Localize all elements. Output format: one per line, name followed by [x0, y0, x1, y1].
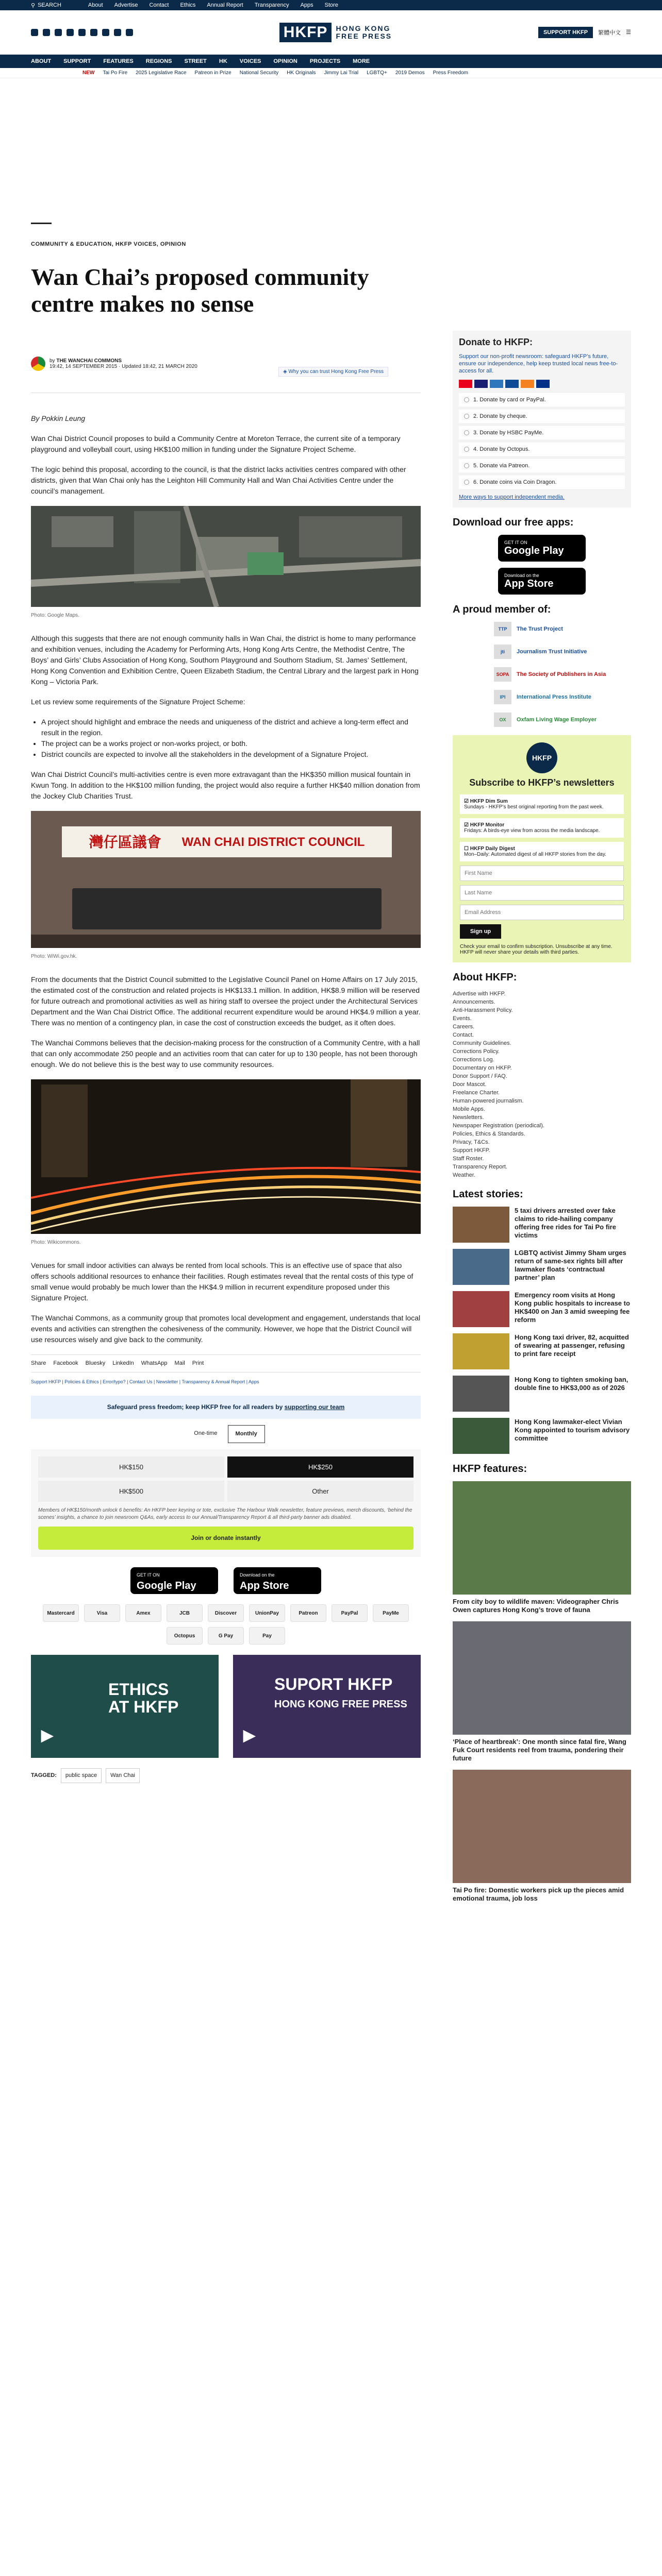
email-field[interactable]: [460, 905, 624, 920]
list-item: • The project can be a works project or non-works project, or both.: [41, 738, 421, 749]
tags-label: TAGGED:: [31, 1772, 57, 1778]
member-ipi[interactable]: IPI International Press Institute: [494, 690, 631, 704]
more-ways-link[interactable]: More ways to support independent media.: [459, 494, 565, 500]
logo-text: HONG KONG FREE PRESS: [336, 24, 392, 40]
trending-item[interactable]: LGBTQ+: [367, 70, 387, 76]
about-link[interactable]: Transparency Report.: [453, 1164, 507, 1170]
newsletter-widget: [453, 735, 631, 962]
discover-icon: Discover: [208, 1604, 244, 1622]
nav-item[interactable]: VOICES: [239, 58, 261, 64]
latest-story[interactable]: Hong Kong to tighten smoking ban, double fine to HK$3,000 as of 2026: [453, 1376, 631, 1412]
share-bar: [31, 1354, 421, 1372]
council-meeting-photo: [31, 811, 421, 948]
trending-label: NEW: [82, 70, 95, 76]
byline: by THE WANCHAI COMMONS 19:42, 14 SEPTEMBER 2015 · Updated 18:42, 21 MARCH 2020: [31, 357, 197, 371]
story-thumbnail: [453, 1376, 509, 1412]
video-ethics[interactable]: ETHICS AT HKFP ▶: [31, 1655, 219, 1758]
octopus-icon: Octopus: [167, 1627, 203, 1645]
linkedin-icon[interactable]: [90, 29, 97, 36]
whatsapp-icon[interactable]: [102, 29, 109, 36]
feature-story[interactable]: From city boy to wildlife maven: Videographer Chris Owen captures Hong Kong’s trove of fauna: [453, 1481, 631, 1614]
author-link[interactable]: THE WANCHAI COMMONS: [56, 358, 122, 364]
publish-date: 19:42, 14 SEPTEMBER 2015 · Updated 18:42, 21 MARCH 2020: [49, 364, 197, 369]
about-link[interactable]: Newsletters.: [453, 1114, 484, 1121]
member-sopa[interactable]: SOPA The Society of Publishers in Asia: [494, 667, 631, 682]
donation-box: [31, 1449, 421, 1557]
members-heading: A proud member of:: [453, 604, 551, 615]
mastercard-icon: [459, 380, 472, 388]
about-link[interactable]: Announcements.: [453, 999, 495, 1005]
payment-icons: [31, 1604, 421, 1645]
top-bar: [0, 0, 662, 10]
nav-item[interactable]: ABOUT: [31, 58, 52, 64]
about-link[interactable]: Newspaper Registration (periodical).: [453, 1123, 544, 1129]
article-kicker[interactable]: COMMUNITY & EDUCATION, HKFP VOICES, OPINION: [31, 241, 186, 247]
floor: [31, 935, 421, 948]
app-store-button[interactable]: Download on the App Store: [234, 1567, 321, 1594]
about-heading: About HKFP:: [453, 972, 517, 983]
apple-pay-icon: Pay: [249, 1627, 285, 1645]
share-print[interactable]: Print: [192, 1360, 204, 1366]
sidebar: [453, 331, 631, 1903]
about-link[interactable]: Mobile Apps.: [453, 1106, 485, 1112]
share-facebook[interactable]: Facebook: [53, 1360, 78, 1366]
trending-bar: [0, 68, 662, 78]
about-link[interactable]: Corrections Log.: [453, 1057, 494, 1063]
about-link[interactable]: Documentary on HKFP.: [453, 1065, 512, 1071]
tab-one-time[interactable]: One-time: [194, 1430, 218, 1436]
about-link[interactable]: Careers.: [453, 1024, 475, 1030]
top-link[interactable]: Apps: [300, 2, 313, 8]
apps-heading: Download our free apps:: [453, 517, 574, 528]
story-thumbnail: [453, 1418, 509, 1454]
top-link[interactable]: Advertise: [114, 2, 138, 8]
latest-story[interactable]: Hong Kong taxi driver, 82, acquitted of swearing at passenger, refusing to print fare receipt: [453, 1333, 631, 1369]
site-logo[interactable]: [279, 23, 392, 42]
jcb-icon: [505, 380, 519, 388]
discover-icon: [521, 380, 534, 388]
trending-item[interactable]: Jimmy Lai Trial: [324, 70, 359, 76]
amount-option[interactable]: HK$500: [38, 1481, 224, 1502]
trending-item[interactable]: HK Originals: [287, 70, 316, 76]
footer-links[interactable]: Support HKFP | Policies & Ethics | Error/typo? | Contact Us | Newsletter | Transparency & Annual Report | Apps: [31, 1379, 259, 1384]
play-icon: ▶: [41, 1727, 54, 1744]
paragraph: The logic behind this proposal, according to the council, is that the district lacks activities centres compared with other districts, given that Wan Chai only has the Leighton Hill Community Hall and Wan Chai Activities Centre under the council’s management.: [31, 465, 406, 495]
share-whatsapp[interactable]: WhatsApp: [141, 1360, 168, 1366]
paypal-icon: [536, 380, 550, 388]
traffic-light-trails: [31, 1079, 421, 1234]
paragraph: Although this suggests that there are not enough community halls in Wan Chai, the district is home to many performance and exhibition venues, including the Academy for Performing Arts, Hong Kong Arts Centre, the Methodist Centre, The Boys’ and Girls’ Clubs Association of Hong Kong, Southorn Playground and Southorn Stadium, St. James’ Settlement, Hong Kong Convention and Exhibition Centre, Queen Elizabeth Stadium, the Central Library and the largest park in Hong Kong – Victoria Park.: [31, 634, 419, 686]
about-link[interactable]: Support HKFP.: [453, 1147, 490, 1154]
amount-option[interactable]: Other: [227, 1481, 413, 1502]
trending-item[interactable]: Press Freedom: [433, 70, 468, 76]
author-line: By Pokkin Leung: [31, 414, 86, 422]
paragraph: The Wanchai Commons believes that the decision-making process for the construction of a Community Centre, with a hall that can only accommodate 250 people and an activities room that can cater for up to 130 people, has not been thorough enough. We do not believe this is the best way to use community resources.: [31, 1039, 420, 1069]
latest-story[interactable]: 5 taxi drivers arrested over fake claims to ride-hailing company offering free rides for Tai Po fire victims: [453, 1207, 631, 1243]
email-icon[interactable]: [114, 29, 121, 36]
amex-icon: Amex: [125, 1604, 161, 1622]
map-image: [31, 506, 421, 607]
about-link[interactable]: Weather.: [453, 1172, 475, 1178]
jcb-icon: JCB: [167, 1604, 203, 1622]
trending-item[interactable]: Tai Po Fire: [103, 70, 128, 76]
tags: [31, 1768, 421, 1783]
share-linkedin[interactable]: LinkedIn: [112, 1360, 134, 1366]
share-label: Share: [31, 1360, 46, 1366]
payme-icon: PayMe: [373, 1604, 409, 1622]
article-body: [31, 413, 421, 1783]
sign-up-button[interactable]: Sign up: [460, 924, 501, 939]
feature-image: [453, 1621, 631, 1735]
list-item: • District councils are expected to involve all the stakeholders in the development of a Signature Project.: [41, 749, 421, 760]
feature-image: [453, 1481, 631, 1595]
support-banner: Safeguard press freedom; keep HKFP free for all readers by supporting our team: [31, 1396, 421, 1419]
divider: [31, 223, 52, 224]
newsletter-option[interactable]: ☑ HKFP Dim Sum Sundays - HKFP’s best original reporting from the past week.: [460, 794, 624, 814]
app-store-button[interactable]: Download on the App Store: [498, 568, 586, 595]
last-name-field[interactable]: [460, 885, 624, 901]
donate-option[interactable]: 5. Donate via Patreon.: [459, 459, 625, 472]
rss-icon[interactable]: [126, 29, 133, 36]
paragraph: From the documents that the District Council submitted to the Legislative Council Panel on Home Affairs on 17 July 2015, the estimated cost of the construction and related projects is HK$133.1 million. In addition, HK$8.9 million will be reserved for future outreach and promotional activities as well as hiring staff to oversee the project under the Architectural Services Department and the Wan Chai District Office. The additional recurrent expenditure would be around HK$4.9 million a year. There was no mention of a contingency plan, in case the cost of construction exceeds the budget, as it often does.: [31, 975, 421, 1027]
logo-mark: HKFP: [279, 23, 332, 42]
top-link[interactable]: Annual Report: [207, 2, 243, 8]
latest-heading: Latest stories:: [453, 1189, 523, 1200]
search-button[interactable]: ⚲ SEARCH: [31, 2, 61, 9]
author-avatar: [31, 357, 45, 371]
visa-icon: [474, 380, 488, 388]
aerial-map-graphic: [31, 506, 421, 607]
language-link[interactable]: 繁體中文: [598, 29, 621, 36]
member-trust-project[interactable]: TTP The Trust Project: [494, 622, 631, 636]
share-mail[interactable]: Mail: [174, 1360, 185, 1366]
newsletter-option[interactable]: ☑ HKFP Monitor Fridays: A birds-eye view from across the media landscape.: [460, 818, 624, 838]
nav-item[interactable]: FEATURES: [103, 58, 134, 64]
frequency-tabs: [31, 1425, 421, 1443]
amount-option[interactable]: HK$150: [38, 1456, 224, 1478]
tab-monthly[interactable]: Monthly: [228, 1425, 265, 1443]
search-icon: ⚲: [31, 2, 36, 9]
top-link[interactable]: Contact: [149, 2, 169, 8]
facebook-icon[interactable]: [31, 29, 38, 36]
paragraph: Let us review some requirements of the Signature Project Scheme:: [31, 698, 245, 706]
nav-item[interactable]: REGIONS: [145, 58, 172, 64]
support-button[interactable]: SUPPORT HKFP: [538, 27, 593, 38]
google-play-button[interactable]: GET IT ON Google Play: [130, 1567, 218, 1594]
hkfp-badge: HKFP: [526, 742, 557, 773]
x-icon[interactable]: [43, 29, 50, 36]
amount-options: [38, 1456, 413, 1502]
paragraph: Venues for small indoor activities can always be rented from local schools. This is an effective use of space that also offers schools additional resources to enhance their facilities. Rough estimates reveal that the rental costs of this type of small venue would probably be much lower than the HK$4.9 million in recurrent expenditure proposed under this Signature Project.: [31, 1261, 413, 1302]
social-links: [31, 29, 133, 36]
about-list: [453, 990, 631, 1179]
feature-story[interactable]: Tai Po fire: Domestic workers pick up the pieces amid emotional trauma, job loss: [453, 1770, 631, 1903]
latest-story[interactable]: Emergency room visits at Hong Kong public hospitals to increase to HK$400 on Jan 3 amid sweeping fee reform: [453, 1291, 631, 1327]
instagram-icon[interactable]: [55, 29, 62, 36]
trending-item[interactable]: National Security: [239, 70, 279, 76]
menu-icon[interactable]: ☰: [626, 29, 631, 36]
about-link[interactable]: Privacy, T&Cs.: [453, 1139, 490, 1145]
video-row: [31, 1655, 421, 1758]
story-thumbnail: [453, 1333, 509, 1369]
caption: Photo: Google Maps.: [31, 613, 79, 618]
story-thumbnail: [453, 1207, 509, 1243]
council-sign: 灣仔區議會 WAN CHAI DISTRICT COUNCIL: [62, 826, 392, 857]
first-name-field[interactable]: [460, 866, 624, 881]
about-link[interactable]: Community Guidelines.: [453, 1040, 511, 1046]
about-link[interactable]: Contact.: [453, 1032, 474, 1038]
donate-option[interactable]: 6. Donate coins via Coin Dragon.: [459, 476, 625, 489]
paypal-icon: PayPal: [332, 1604, 368, 1622]
latest-story[interactable]: Hong Kong lawmaker-elect Vivian Kong appointed to tourism advisory committee: [453, 1418, 631, 1454]
feature-image: [453, 1770, 631, 1883]
newsletter-note: Check your email to confirm subscription. Unsubscribe at any time. HKFP will never share your details with third parties.: [460, 944, 613, 955]
patreon-icon: Patreon: [290, 1604, 326, 1622]
support-link[interactable]: supporting our team: [284, 1403, 345, 1411]
member-jti[interactable]: jti Journalism Trust Initiative: [494, 645, 631, 659]
newsletter-option[interactable]: ☐ HKFP Daily Digest Mon–Daily: Automated digest of all HKFP stories from the day.: [460, 842, 624, 861]
nav-item[interactable]: STREET: [184, 58, 207, 64]
story-thumbnail: [453, 1291, 509, 1327]
shield-icon: ◈: [283, 369, 289, 375]
list-item: • A project should highlight and embrace the needs and uniqueness of the district and achieve a long-term effect and result in the region.: [41, 717, 421, 738]
feature-story[interactable]: ‘Place of heartbreak’: One month since fatal fire, Wang Fuk Court residents reel from trauma, pondering their future: [453, 1621, 631, 1762]
trending-item[interactable]: 2019 Demos: [395, 70, 425, 76]
google-play-button[interactable]: GET IT ON Google Play: [498, 535, 586, 562]
newsletter-title: Subscribe to HKFP’s newsletters: [469, 777, 615, 788]
play-icon: ▶: [243, 1727, 256, 1744]
main-nav: [0, 55, 662, 68]
visa-icon: Visa: [84, 1604, 120, 1622]
features-heading: HKFP features:: [453, 1463, 527, 1475]
tag[interactable]: public space: [61, 1768, 102, 1783]
donate-option[interactable]: 4. Donate by Octopus.: [459, 443, 625, 456]
card-icons: [459, 380, 625, 388]
trust-link[interactable]: ◈ Why you can trust Hong Kong Free Press: [278, 367, 388, 377]
video-support[interactable]: SUPORT HKFP HONG KONG FREE PRESS ▶: [233, 1655, 421, 1758]
night-traffic-photo: [31, 1079, 421, 1234]
member-oxfam[interactable]: OX Oxfam Living Wage Employer: [494, 713, 631, 727]
about-link[interactable]: Events.: [453, 1015, 472, 1022]
trending-item[interactable]: 2025 Legislative Race: [136, 70, 187, 76]
nav-item[interactable]: SUPPORT: [63, 58, 91, 64]
latest-story[interactable]: LGBTQ activist Jimmy Sham urges return of same-sex rights bill after lawmaker floats ‘contractual partner’ plan: [453, 1249, 631, 1285]
member-benefits: Members of HK$150/month unlock 6 benefits: An HKFP beer keyring or tote, exclusive The Harbour Walk newsletter, feature previews, merch discounts, ‘behind the scenes’ insights, a chance to join newsroom Q&As, early access to our Annual/Transparency Report & all third-party banner ads disabled.: [38, 1507, 412, 1520]
paragraph: Wan Chai District Council proposes to build a Community Centre at Moreton Terrace, the current site of a temporary playground and volleyball court, using HK$100 million in funding under the Signature Project Scheme.: [31, 434, 401, 453]
donate-option[interactable]: 1. Donate by card or PayPal.: [459, 393, 625, 406]
page-title: Wan Chai’s proposed community centre makes no sense: [31, 264, 369, 317]
paragraph: Wan Chai District Council’s multi-activities centre is even more extravagant than the HK$350 million musical fountain in Kwun Tong. In addition to the HK$100 million funding, the project would also require a further HK$40 million donation from the Jockey Club Charities Trust.: [31, 770, 420, 800]
about-link[interactable]: Human-powered journalism.: [453, 1098, 524, 1104]
amount-option[interactable]: HK$250: [227, 1456, 413, 1478]
story-thumbnail: [453, 1249, 509, 1285]
mastercard-icon: Mastercard: [43, 1604, 79, 1622]
donate-option[interactable]: 3. Donate by HSBC PayMe.: [459, 426, 625, 439]
about-link[interactable]: Policies, Ethics & Standards.: [453, 1131, 525, 1137]
tag[interactable]: Wan Chai: [106, 1768, 140, 1783]
about-link[interactable]: Donor Support / FAQ.: [453, 1073, 507, 1079]
nav-item[interactable]: HK: [219, 58, 227, 64]
about-link[interactable]: Advertise with HKFP.: [453, 991, 506, 997]
top-link[interactable]: Store: [324, 2, 338, 8]
nav-item[interactable]: MORE: [353, 58, 370, 64]
caption: Photo: Wikicommons.: [31, 1240, 81, 1245]
unionpay-icon: UnionPay: [249, 1604, 285, 1622]
google-pay-icon: G Pay: [208, 1627, 244, 1645]
donate-text[interactable]: Support our non-profit newsroom: safeguard HKFP’s future, ensure our independence, help keep trusted local news free-to-access for all.: [459, 353, 618, 374]
join-button[interactable]: Join or donate instantly: [38, 1527, 413, 1550]
trending-item[interactable]: Patreon in Prize: [194, 70, 231, 76]
donate-widget: [453, 331, 631, 507]
caption: Photo: WiWi.gov.hk.: [31, 954, 77, 959]
requirement-list: [41, 717, 421, 760]
top-link[interactable]: About: [88, 2, 103, 8]
top-link[interactable]: Ethics: [180, 2, 196, 8]
youtube-icon[interactable]: [78, 29, 86, 36]
share-bluesky[interactable]: Bluesky: [85, 1360, 106, 1366]
donate-title: Donate to HKFP:: [459, 337, 533, 347]
about-link[interactable]: Corrections Policy.: [453, 1048, 500, 1055]
about-link[interactable]: Freelance Charter.: [453, 1090, 500, 1096]
amex-icon: [490, 380, 503, 388]
donate-option[interactable]: 2. Donate by cheque.: [459, 410, 625, 423]
meeting-table: [72, 888, 382, 929]
about-link[interactable]: Anti-Harassment Policy.: [453, 1007, 513, 1013]
about-link[interactable]: Door Mascot.: [453, 1081, 487, 1088]
about-link[interactable]: Staff Roster.: [453, 1156, 484, 1162]
nav-item[interactable]: OPINION: [273, 58, 297, 64]
paragraph: The Wanchai Commons, as a community group that promotes local development and engagement, understands that local events and activities can strengthen the cohesiveness of the community. However, we hope that the District Council will use resources wisely and give back to the community.: [31, 1314, 421, 1344]
top-link[interactable]: Transparency: [254, 2, 289, 8]
site-header: [0, 10, 662, 55]
threads-icon[interactable]: [67, 29, 74, 36]
nav-item[interactable]: PROJECTS: [309, 58, 341, 64]
